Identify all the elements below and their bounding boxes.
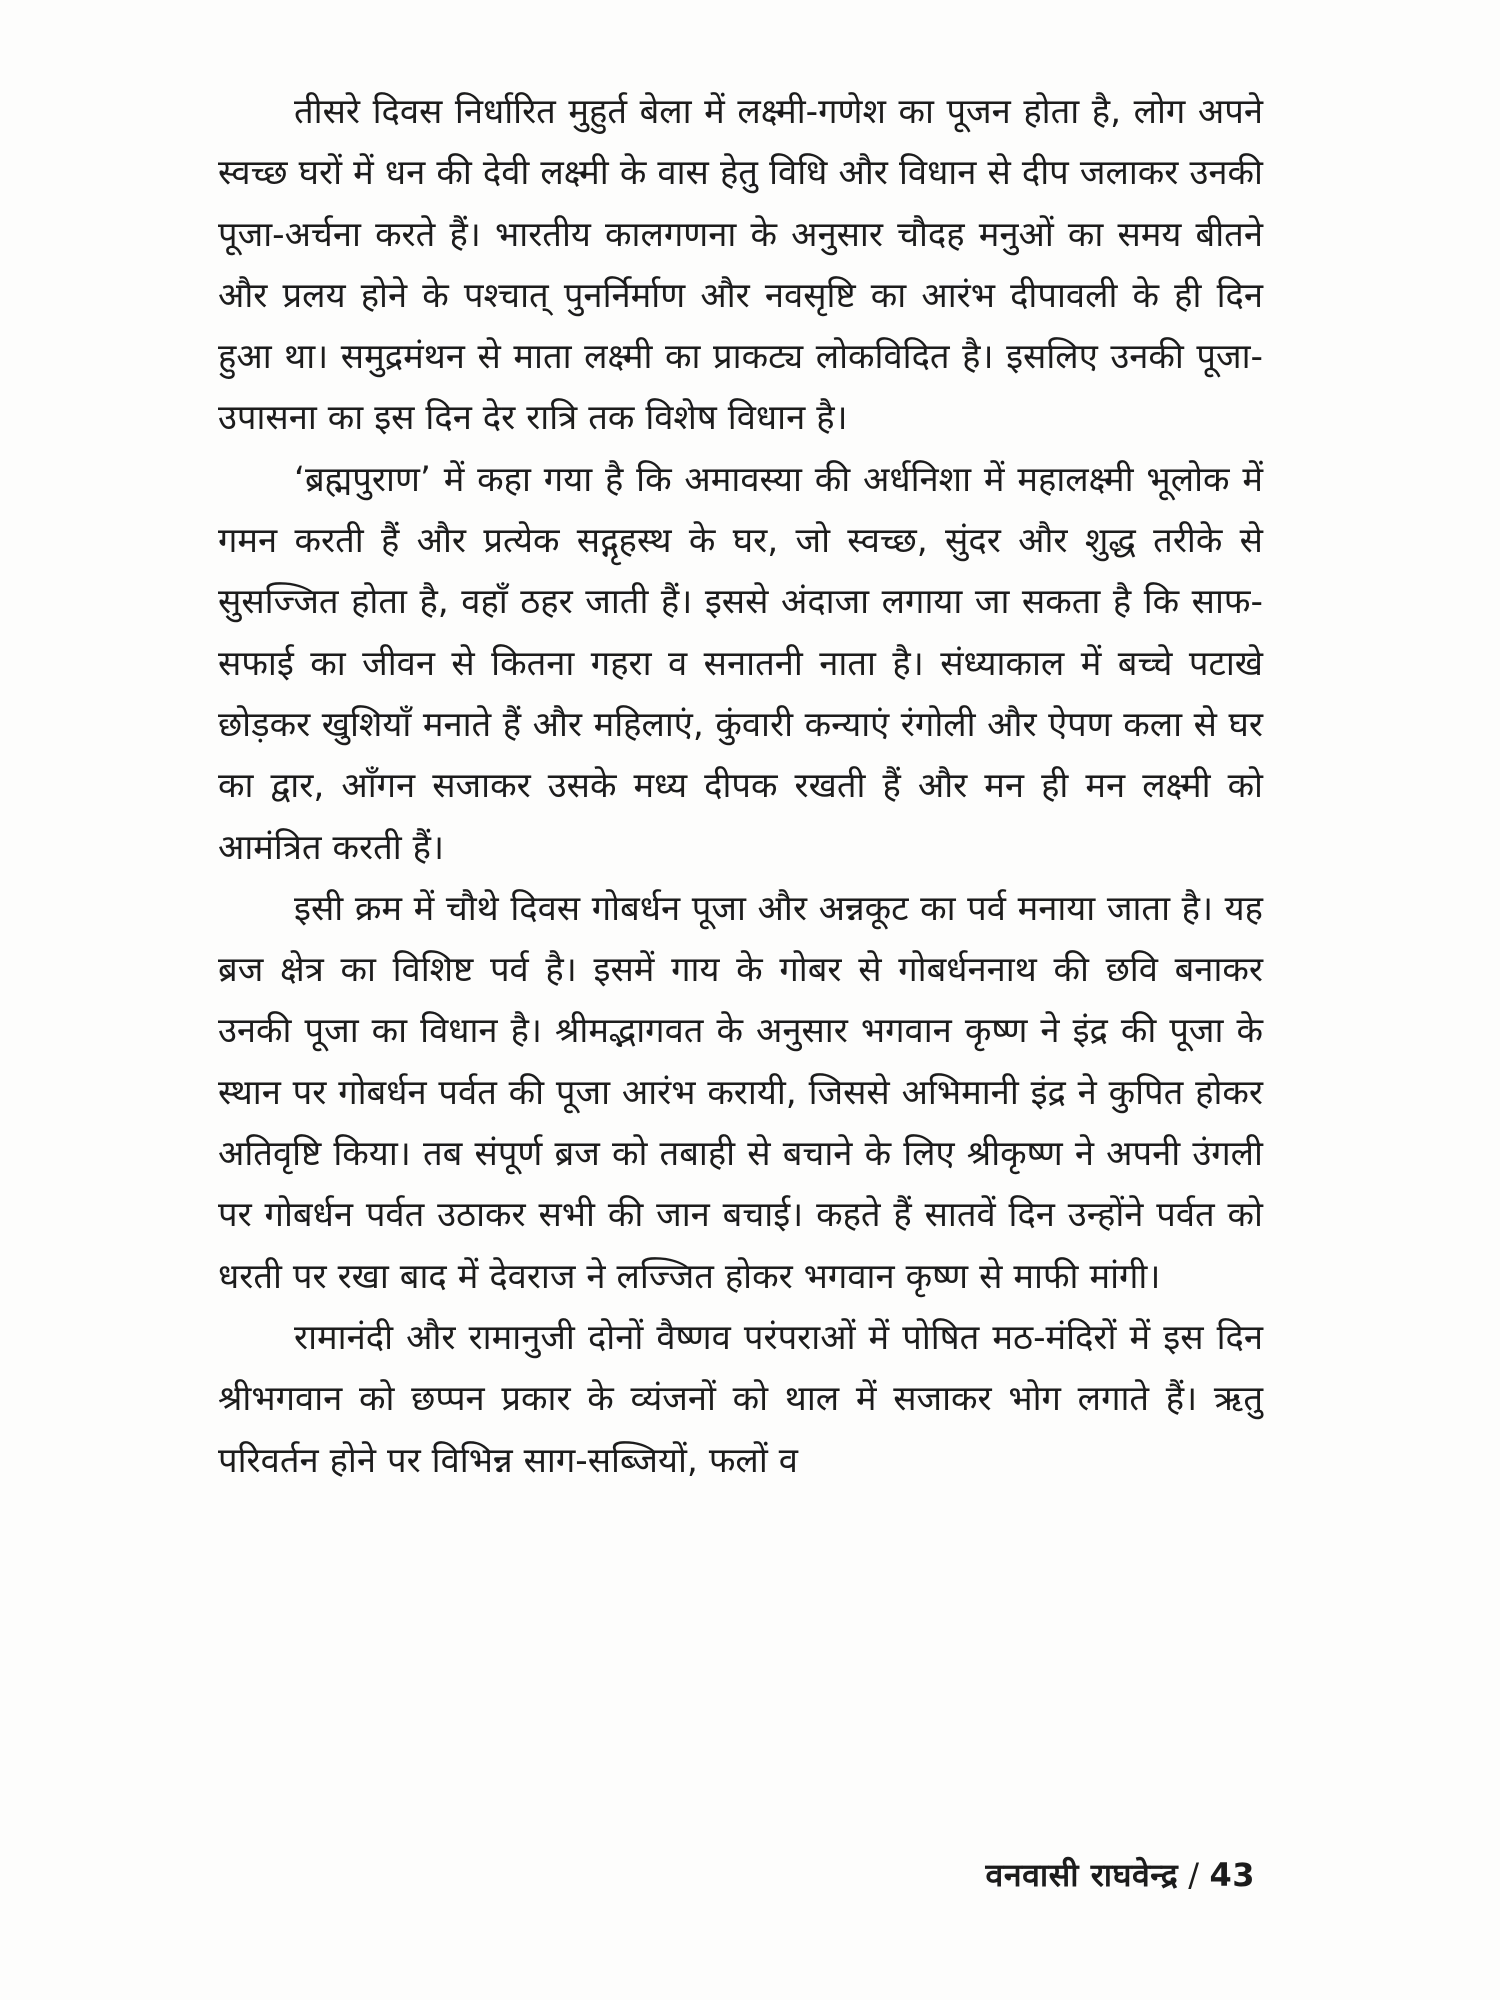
body-text — [218, 82, 1263, 1492]
running-title: वनवासी राघवेन्द्र — [985, 1856, 1179, 1894]
page-number: 43 — [1209, 1856, 1255, 1894]
paragraph-2: ‘ब्रह्मपुराण’ में कहा गया है कि अमावस्या की अर्धनिशा में महालक्ष्मी भूलोक में गमन करती हैं और प्रत्येक सद्गृहस्थ के घर, जो स्वच्छ, सुंदर और शुद्ध तरीके से सुसज्जित होता है, वहाँ ठहर जाती हैं। इससे अंदाजा लगाया जा सकता है कि साफ-सफाई का जीवन से कितना गहरा व सनातनी नाता है। संध्याकाल में बच्चे पटाखे छोड़कर खुशियाँ मनाते हैं और महिलाएं, कुंवारी कन्याएं रंगोली और ऐपण कला से घर का द्वार, आँगन सजाकर उसके मध्य दीपक रखती हैं और मन ही मन लक्ष्मी को आमंत्रित करती हैं। — [218, 459, 1263, 868]
paragraph-1: तीसरे दिवस निर्धारित मुहुर्त बेला में लक्ष्मी-गणेश का पूजन होता है, लोग अपने स्वच्छ घरों में धन की देवी लक्ष्मी के वास हेतु विधि और विधान से दीप जलाकर उनकी पूजा-अर्चना करते हैं। भारतीय कालगणना के अनुसार चौदह मनुओं का समय बीतने और प्रलय होने के पश्चात् पुनर्निर्माण और नवसृष्टि का आरंभ दीपावली के ही दिन हुआ था। समुद्रमंथन से माता लक्ष्मी का प्राकट्य लोकविदित है। इसलिए उनकी पूजा-उपासना का इस दिन देर रात्रि तक विशेष विधान है। — [218, 92, 1263, 439]
paragraph-3: इसी क्रम में चौथे दिवस गोबर्धन पूजा और अन्नकूट का पर्व मनाया जाता है। यह ब्रज क्षेत्र का विशिष्ट पर्व है। इसमें गाय के गोबर से गोबर्धननाथ की छवि बनाकर उनकी पूजा का विधान है। श्रीमद्भागवत के अनुसार भगवान कृष्ण ने इंद्र की पूजा के स्थान पर गोबर्धन पर्वत की पूजा आरंभ करायी, जिससे अभिमानी इंद्र ने कुपित होकर अतिवृष्टि किया। तब संपूर्ण ब्रज को तबाही से बचाने के लिए श्रीकृष्ण ने अपनी उंगली पर गोबर्धन पर्वत उठाकर सभी की जान बचाई। कहते हैं सातवें दिन उन्होंने पर्वत को धरती पर रखा बाद में देवराज ने लज्जित होकर भगवान कृष्ण से माफी मांगी। — [218, 888, 1263, 1297]
page-footer — [986, 1853, 1255, 1896]
paragraph-4: रामानंदी और रामानुजी दोनों वैष्णव परंपराओं में पोषित मठ-मंदिरों में इस दिन श्रीभगवान को छप्पन प्रकार के व्यंजनों को थाल में सजाकर भोग लगाते हैं। ऋतु परिवर्तन होने पर विभिन्न साग-सब्जियों, फलों व — [218, 1317, 1263, 1481]
footer-separator: / — [1188, 1856, 1200, 1894]
